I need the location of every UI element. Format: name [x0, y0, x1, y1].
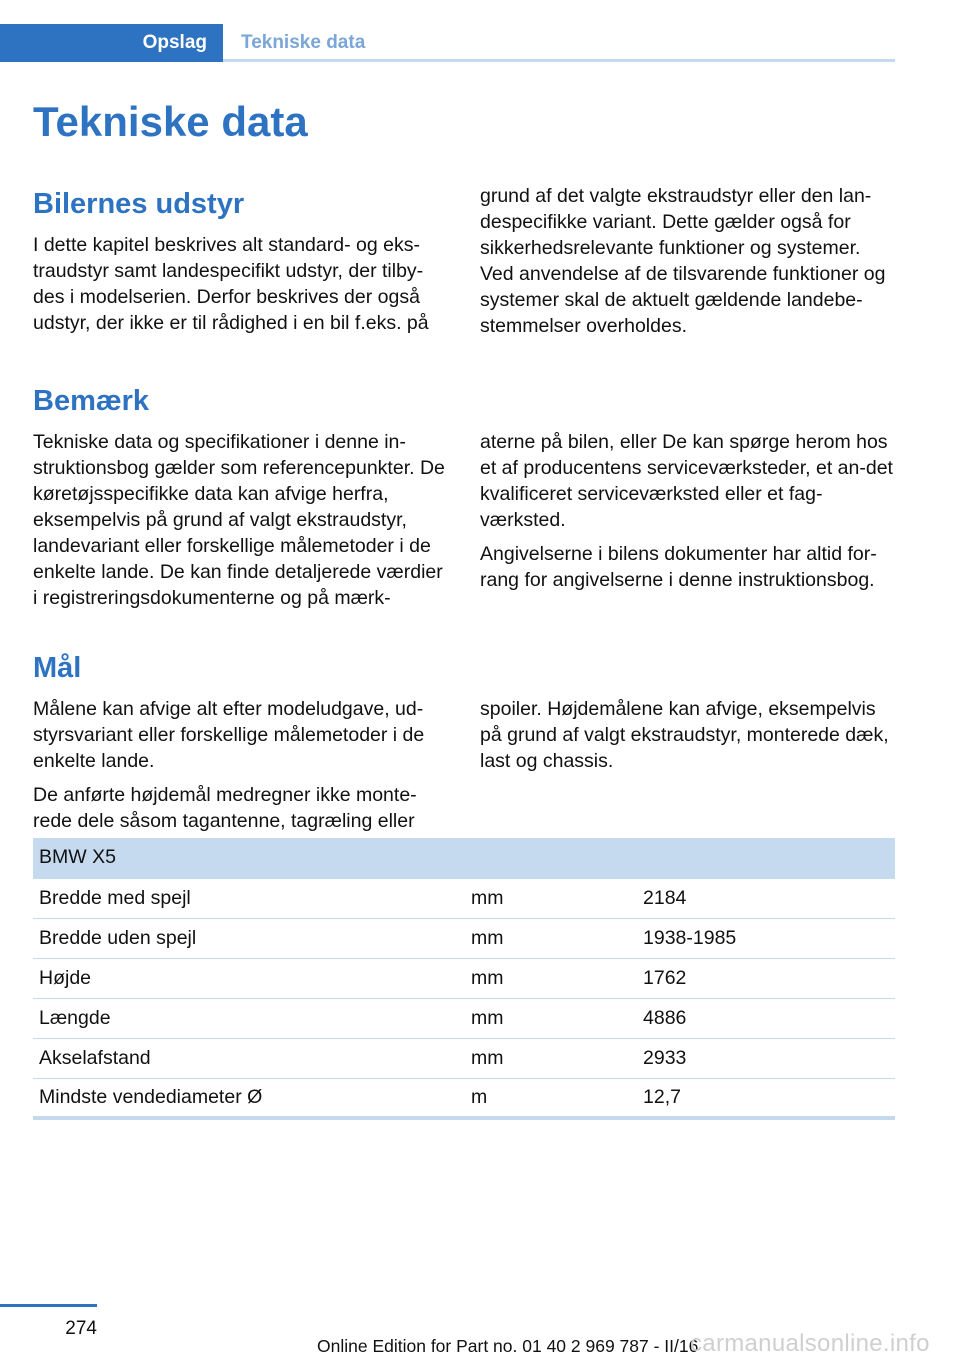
section-heading: Mål: [33, 652, 82, 684]
column-left: [33, 232, 448, 344]
tab-opslag[interactable]: Opslag: [0, 24, 223, 62]
section-heading: Bilernes udstyr: [33, 188, 245, 220]
paragraph: aterne på bilen, eller De kan spørge herom hos et af producentens serviceværksteder, et an-det kvalificeret serviceværksted eller et fag-værksted.: [480, 431, 893, 531]
row-name: Bredde uden spejl: [33, 918, 465, 958]
paragraph: grund af det valgte ekstraudstyr eller den lan-despecifikke variant. Dette gælder også for sikkerhedsrelevante funktioner og systemer. Ved anvendelse af de tilsvarende funktioner og systemer skal de aktuelt gældende landebe-stemmelser overholdes.: [480, 185, 886, 337]
tab-tekniske-data[interactable]: Tekniske data: [241, 32, 366, 53]
table-header: BMW X5: [33, 838, 895, 878]
row-unit: mm: [465, 998, 637, 1038]
section-maal: [33, 650, 895, 832]
row-value: 1762: [637, 958, 895, 998]
table-row: [33, 998, 895, 1038]
column-left: [33, 696, 448, 842]
table-row: [33, 958, 895, 998]
row-name: Højde: [33, 958, 465, 998]
row-value: 2184: [637, 878, 895, 918]
column-right: [480, 183, 895, 347]
row-unit: mm: [465, 1038, 637, 1078]
table-row: [33, 1038, 895, 1078]
dimensions-table: [33, 838, 895, 1120]
table-row: [33, 878, 895, 918]
page-title: Tekniske data: [33, 98, 308, 145]
page-number: 274: [65, 1318, 97, 1339]
row-value: 1938-1985: [637, 918, 895, 958]
watermark: carmanualsonline.info: [690, 1330, 930, 1357]
paragraph: Målene kan afvige alt efter modeludgave, ud-styrsvariant eller forskellige målemetoder i de enkelte lande.: [33, 698, 425, 772]
row-unit: mm: [465, 958, 637, 998]
footer-edition: Online Edition for Part no. 01 40 2 969 787 - II/16: [317, 1336, 699, 1356]
row-unit: mm: [465, 918, 637, 958]
paragraph: spoiler. Højdemålene kan afvige, eksempelvis på grund af valgt ekstraudstyr, monterede dæk, last og chassis.: [480, 698, 889, 772]
row-value: 12,7: [637, 1078, 895, 1118]
paragraph: Angivelserne i bilens dokumenter har altid for-rang for angivelserne i denne instruktionsbog.: [480, 543, 877, 591]
column-left: [33, 429, 448, 619]
section-bemaerk: [33, 383, 895, 609]
row-name: Længde: [33, 998, 465, 1038]
paragraph: Tekniske data og specifikationer i denne in-struktionsbog gælder som referencepunkter. De køretøjsspecifikke data kan afvige herfra, eksempelvis på grund af valgt ekstraudstyr, landevariant eller forskellige målemetoder i de enkelte lande. De kan finde detaljerede værdier i registreringsdokumenterne og på mærk-: [33, 431, 445, 609]
row-name: Mindste vendediameter Ø: [33, 1078, 465, 1118]
paragraph: De anførte højdemål medregner ikke monte-rede dele såsom tagantenne, tagræling eller: [33, 784, 417, 832]
footer-divider: [0, 1304, 97, 1307]
section-heading: Bemærk: [33, 385, 150, 417]
column-right: [480, 429, 895, 601]
paragraph: I dette kapitel beskrives alt standard- og eks-traudstyr samt landespecifikt udstyr, der tilby-des i modelserien. Derfor beskrives der også udstyr, der ikke er til rådighed i en bil f.eks. på: [33, 234, 429, 334]
row-name: Bredde med spejl: [33, 878, 465, 918]
table-header-row: [33, 838, 895, 878]
row-value: 2933: [637, 1038, 895, 1078]
row-unit: mm: [465, 878, 637, 918]
section-bilernes-udstyr: [33, 185, 895, 337]
header-bar: [0, 24, 895, 62]
row-value: 4886: [637, 998, 895, 1038]
row-unit: m: [465, 1078, 637, 1118]
row-name: Akselafstand: [33, 1038, 465, 1078]
table-row: [33, 1078, 895, 1118]
table-row: [33, 918, 895, 958]
column-right: [480, 696, 895, 782]
